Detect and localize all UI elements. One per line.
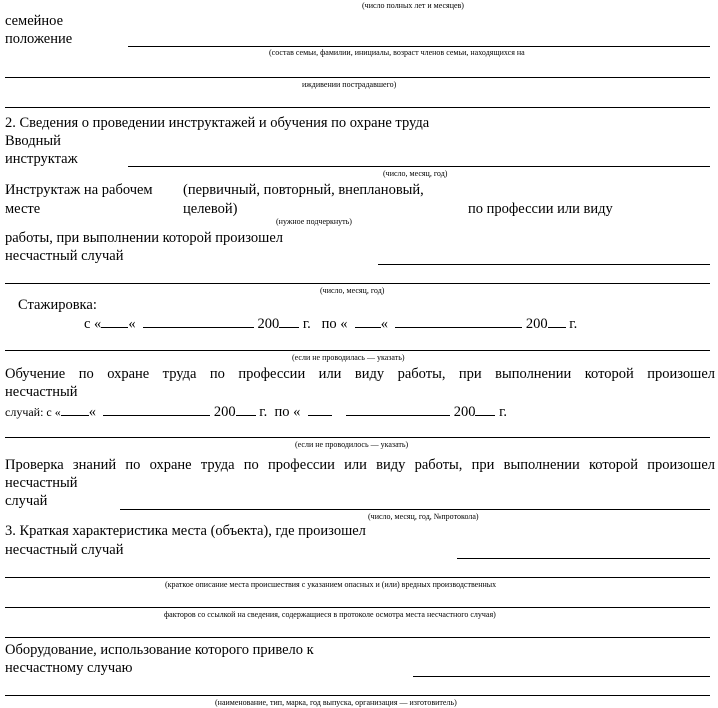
internship-from-day[interactable] <box>101 315 128 328</box>
equipment-label-1: Оборудование, использование которого привело к <box>5 642 314 658</box>
check-label-1: Проверка знаний по охране труда по профессии или виду работы, при выполнении которой произошел <box>5 457 715 473</box>
intro-briefing-label-1: Вводный <box>5 133 61 149</box>
caption-age-months: (число полных лет и месяцев) <box>362 1 464 10</box>
caption-date-1: (число, месяц, год) <box>383 169 448 178</box>
training-to-year[interactable] <box>475 403 495 416</box>
work-label-1: работы, при выполнении которой произошел <box>5 230 283 246</box>
to-label-2: по « <box>274 404 301 420</box>
quote-close-3: « <box>88 404 97 420</box>
training-to-day[interactable] <box>308 403 332 416</box>
from-label: с « <box>84 316 102 332</box>
by-profession-label: по профессии или виду <box>468 201 613 217</box>
caption-if-conducted-1: (если не проводилась — указать) <box>292 353 405 362</box>
year-prefix: 200 <box>257 316 280 332</box>
briefing-types-1: (первичный, повторный, внеплановый, <box>183 182 424 198</box>
family-continue-field[interactable] <box>5 77 710 78</box>
internship-to-year[interactable] <box>548 315 566 328</box>
year-suffix-4: г. <box>499 404 508 420</box>
workplace-briefing-label-1: Инструктаж на рабочем <box>5 182 153 198</box>
training-dates <box>5 403 507 421</box>
check-field[interactable] <box>120 509 710 510</box>
briefing-types-2: целевой) <box>183 201 238 217</box>
work-label-2: несчастный случай <box>5 248 124 264</box>
training-from-month[interactable] <box>103 403 210 416</box>
year-suffix-3: г. <box>259 404 268 420</box>
quote-close: « <box>128 316 136 332</box>
caption-brief-desc: (краткое описание места происшествия с указанием опасных и (или) вредных производственных <box>165 580 497 589</box>
quote-close-2: « <box>380 316 389 332</box>
equipment-label-2: несчастному случаю <box>5 660 133 676</box>
case-from-label: случай: с « <box>5 405 61 419</box>
to-label: по « <box>321 316 348 332</box>
year-suffix-2: г. <box>569 316 578 332</box>
caption-date-2: (число, месяц, год) <box>320 286 385 295</box>
caption-factors: факторов со ссылкой на сведения, содержащиеся в протоколе осмотра места несчастного случая) <box>164 610 496 619</box>
equipment-field-1[interactable] <box>413 676 710 677</box>
training-label-2: несчастный <box>5 384 78 400</box>
section-2-title: 2. Сведения о проведении инструктажей и обучения по охране труда <box>5 115 430 131</box>
caption-underline-needed: (нужное подчеркнуть) <box>276 217 352 226</box>
section-3-title-1: 3. Краткая характеристика места (объекта), где произошел <box>5 523 366 539</box>
training-to-month[interactable] <box>346 403 450 416</box>
caption-date-protocol: (число, месяц, год, №протокола) <box>368 512 479 521</box>
section-3-title-2: несчастный случай <box>5 542 124 558</box>
place-field-1[interactable] <box>457 558 710 559</box>
family-status-label-2: положение <box>5 31 73 47</box>
workplace-briefing-label-2: месте <box>5 201 41 217</box>
caption-if-conducted-2: (если не проводилось — указать) <box>295 440 409 449</box>
check-label-2: несчастный <box>5 475 78 491</box>
year-suffix: г. <box>302 316 311 332</box>
caption-dependents: иждивении пострадавшего) <box>302 80 397 89</box>
family-status-label-1: семейное <box>5 13 64 29</box>
place-field-4[interactable] <box>5 637 710 638</box>
training-label-1: Обучение по охране труда по профессии или виду работы, при выполнении которой произошел <box>5 366 715 382</box>
family-status-field[interactable] <box>128 46 710 47</box>
caption-family: (состав семьи, фамилии, инициалы, возраст членов семьи, находящихся на <box>269 48 525 57</box>
year-prefix-3: 200 <box>213 404 236 420</box>
intro-briefing-field[interactable] <box>128 166 710 167</box>
training-note-field[interactable] <box>5 437 710 438</box>
training-from-year[interactable] <box>236 403 256 416</box>
internship-dates <box>84 315 577 333</box>
internship-from-month[interactable] <box>143 315 254 328</box>
intro-briefing-label-2: инструктаж <box>5 151 78 167</box>
year-prefix-4: 200 <box>453 404 476 420</box>
workplace-briefing-field-2[interactable] <box>5 283 710 284</box>
internship-to-month[interactable] <box>395 315 522 328</box>
workplace-briefing-field[interactable] <box>378 264 710 265</box>
training-from-day[interactable] <box>61 403 89 416</box>
place-field-3[interactable] <box>5 607 710 608</box>
family-extra-field[interactable] <box>5 107 710 108</box>
equipment-field-2[interactable] <box>5 695 710 696</box>
check-label-3: случай <box>5 493 48 509</box>
internship-note-field[interactable] <box>5 350 710 351</box>
place-field-2[interactable] <box>5 577 710 578</box>
internship-label: Стажировка: <box>18 297 97 313</box>
caption-equipment: (наименование, тип, марка, год выпуска, организация — изготовитель) <box>215 698 457 707</box>
internship-from-year[interactable] <box>279 315 299 328</box>
internship-to-day[interactable] <box>355 315 381 328</box>
year-prefix-2: 200 <box>525 316 548 332</box>
